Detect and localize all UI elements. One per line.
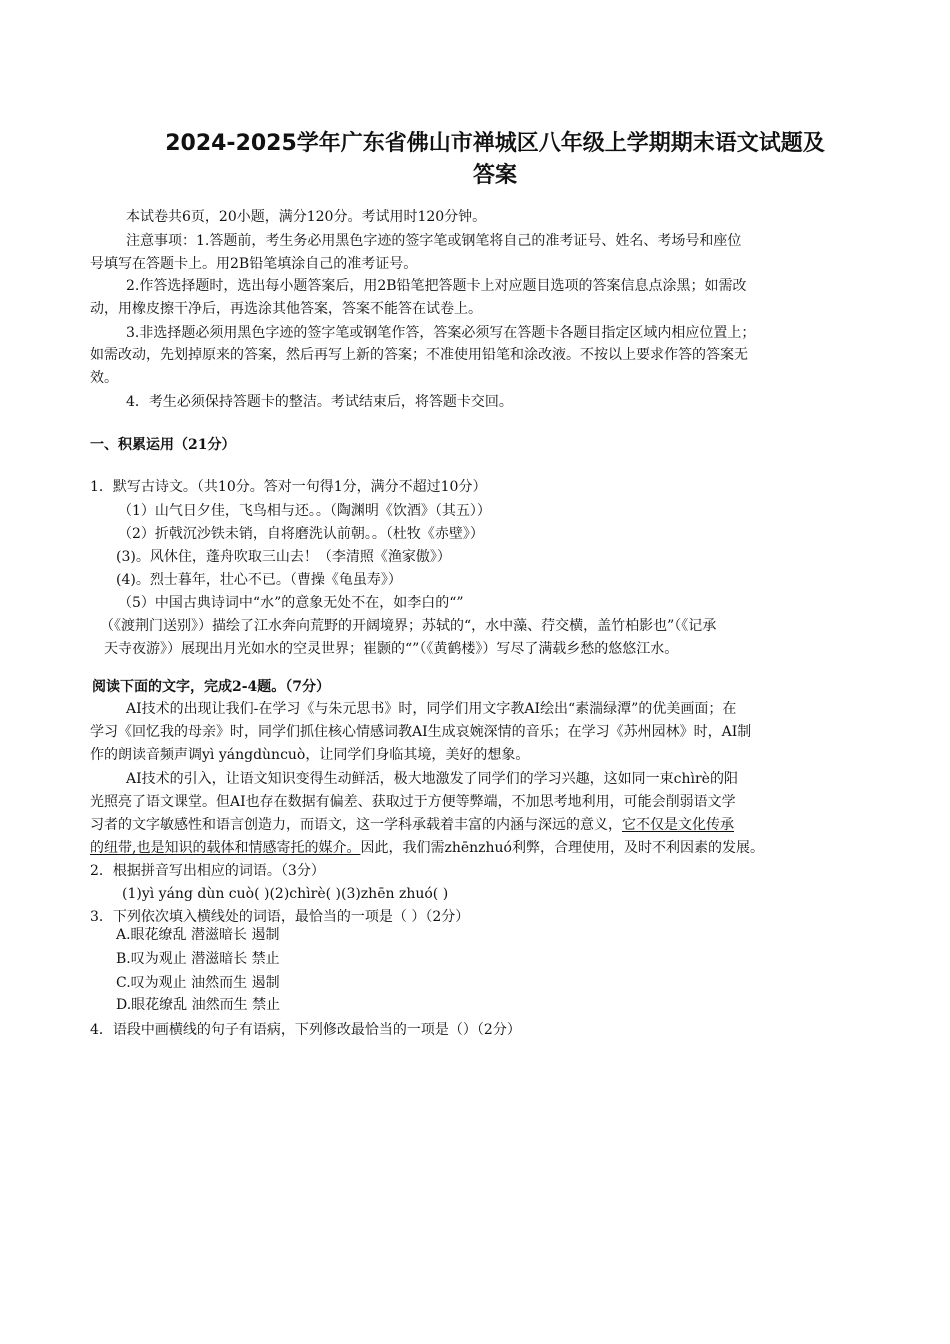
reading-para-2-line-3-plain: 习者的文字敏感性和语言创造力，而语文，这一学科承载着丰富的内涵与深远的意义， [90,817,622,833]
question-3-option-a: A.眼花缭乱 潜滋暗长 遏制 [116,927,280,943]
instruction-2-line-1: 2.作答选择题时，选出每小题答案后，用2B铅笔把答题卡上对应题目选项的答案信息点涂黑；如需改 [126,278,747,294]
instruction-1-line-1: 注意事项：1.答题前，考生务必用黑色字迹的签字笔或钢笔将自己的准考证号、姓名、考场号和座位 [126,233,742,249]
question-3-option-b: B.叹为观止 潜滋暗长 禁止 [116,951,280,967]
instruction-3-line-1: 3.非选择题必须用黑色字迹的签字笔或钢笔作答，答案必须写在答题卡各题目指定区域内相应位置上； [126,325,756,341]
question-1-item-4: (4)。烈士暮年，壮心不已。（曹操《龟虽寿》） [116,572,402,588]
reading-para-2-line-3 [90,816,734,834]
instruction-3-line-2: 如需改动，先划掉原来的答案，然后再写上新的答案；不准使用铅笔和涂改液。不按以上要求作答的答案无 [90,347,748,363]
instruction-1-line-2: 号填写在答题卡上。用2B铅笔填涂自己的准考证号。 [90,256,418,272]
question-1-item-3: (3)。风休住，蓬舟吹取三山去！（李清照《渔家傲》） [116,549,451,565]
title-line-2: 答案 [472,163,517,188]
question-1-item-5-line-1: （5）中国古典诗词中“水”的意象无处不在，如李白的“” [118,595,464,611]
reading-para-2-line-4 [90,839,764,857]
underlined-sentence-end: 的纽带,也是知识的载体和情感寄托的媒介。 [90,840,361,856]
page-title [120,128,870,192]
question-1-item-5-line-2: （《渡荆门送别》）描绘了江水奔向荒野的开阔境界；苏轼的“，水中藻、荇交横，盖竹柏影也”（《记承 [100,618,717,634]
reading-heading: 阅读下面的文字，完成2-4题。（7分） [92,679,331,695]
question-3-option-d: D.眼花缭乱 油然而生 禁止 [116,997,281,1013]
instruction-2-line-2: 动，用橡皮擦干净后，再选涂其他答案，答案不能答在试卷上。 [90,301,482,317]
exam-intro: 本试卷共6页，20小题，满分120分。考试用时120分钟。 [126,209,487,225]
underlined-sentence-start: 它不仅是文化传承 [622,817,734,833]
instruction-3-line-3: 效。 [90,370,118,386]
question-1-stem: 1．默写古诗文。（共10分。答对一句得1分，满分不超过10分） [90,479,487,495]
question-1-item-2: （2）折戟沉沙铁未销，自将磨洗认前朝。。（杜牧《赤壁》） [118,526,484,542]
question-3-option-c: C.叹为观止 油然而生 遏制 [116,975,280,991]
reading-para-1-line-2: 学习《回忆我的母亲》时，同学们抓住核心情感词教AI生成哀婉深情的音乐；在学习《苏州园林》时，AI制 [90,724,752,740]
reading-para-2-line-4-plain: 因此，我们需zhēnzhuó利弊，合理使用，及时不利因素的发展。 [360,840,764,856]
reading-para-1-line-1: AI技术的出现让我们-在学习《与朱元思书》时，同学们用文字教AI绘出“素湍绿潭”的优美画面；在 [126,701,737,717]
instruction-4: 4．考生必须保持答题卡的整洁。考试结束后，将答题卡交回。 [126,394,513,410]
question-3-stem: 3．下列依次填入横线处的词语，最恰当的一项是（ ）（2分） [90,909,470,925]
question-4-stem: 4．语段中画横线的句子有语病，下列修改最恰当的一项是（）（2分） [90,1022,521,1038]
question-1-item-5-line-3: 天寺夜游》）展现出月光如水的空灵世界；崔颢的“”（《黄鹤楼》）写尽了满载乡愁的悠悠江水。 [104,641,679,657]
reading-para-2-line-1: AI技术的引入，让语文知识变得生动鲜活，极大地激发了同学们的学习兴趣，这如同一束chìrè的阳 [126,771,738,787]
question-1-item-1: （1）山气日夕佳，飞鸟相与还。。（陶渊明《饮酒》（其五）） [118,503,491,519]
title-line-1: 2024-2025学年广东省佛山市禅城区八年级上学期期末语文试题及 [165,131,825,156]
reading-para-1-line-3: 作的朗读音频声调yì yángdùncuò，让同学们身临其境，美好的想象。 [90,747,530,763]
question-2-stem: 2．根据拼音写出相应的词语。（3分） [90,863,325,879]
question-2-blanks: (1)yì yáng dùn cuò( )(2)chìrè( )(3)zhēn zhuó( ) [122,886,449,902]
reading-para-2-line-2: 光照亮了语文课堂。但AI也存在数据有偏差、获取过于方便等弊端，不加思考地利用，可能会削弱语文学 [90,794,736,810]
section-heading-1: 一、积累运用（21分） [90,437,236,453]
